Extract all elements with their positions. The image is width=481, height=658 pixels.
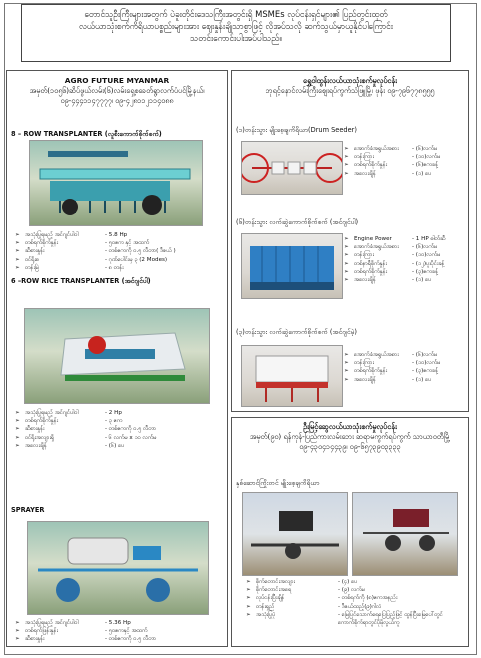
seeder-photo-2: [352, 492, 458, 576]
manual-transplanter-3-row-photo: [241, 345, 343, 407]
manual-transplanter-3-row-specs: ➢ အောက်ခံအရွယ်အစား - (၆)လက်မ ➢ တန်းကြား - (၁၀)လက်မ ➢ တစ်ရက်စိုက်နှုန်း - (၃)ဧကခန့် ➢ အလေးချိန် - (၁) ပေ: [344, 352, 441, 383]
sprayer-specs: ➢ အသုံးပြုရမည့် အင်ဂျင်ပါဝါ - 5.36 Hp ➢ တစ်ရက်ဖြန်းနှုန်း - ၅၀ဧကနှင့် အထက် ➢ ဆီစားနှုန်း - တစ်ဧကကို ၀.၅ လီတာ: [15, 620, 157, 643]
product-title: 8 – ROW TRANSPLANTER (လူစီးကောက်စိုက်စက်): [11, 130, 162, 138]
seeder-specs: ➢ စိုက်တောင်းအလျား - (၄) ပေ ➢ စိုက်တောင်းအရေ - (၉) လက်မ ➢ လုပ်ငန်းပြီးချိန် - တစ်ရက်ကို (၈)ဧကအနည်း ➢ တန်းရှည် - ဒီဇယ်ထည့်(၉)ဂါလံ ➢ အသုံးပြုပုံ - မြေပြင်သောက်ရေပြေပြည့်ဖြင့် ထွန်ပြီးမြေပေါ်တွင် ကောက်စိုက်ရာတွင်ပိုမိုလွယ်ကူ: [246, 579, 443, 627]
u-myint-swe-panel: [231, 417, 469, 647]
business-address: အမှတ်(၉၀) ရန်ကုန်-ပြည်ကားလမ်းဘေး ဆရာမကွက်ရပ်ကွက် သာယာဝတီမြို့: [249, 432, 451, 441]
engine-transplanter-6-row-photo: [241, 233, 343, 299]
company-address: အမှတ်(၁၀၅၆)ဆိပ်ဖွယ်လမ်း(၆)လမ်းရှေ့စခေတ်ရွာလက်ပံပင်မြို့နယ်၊: [29, 86, 205, 95]
rice-transplanter-6-row-photo: [24, 308, 210, 404]
sprayer-photo: [27, 521, 209, 615]
business-name: ဦးမြင့်ဆွေလယ်ယာသုံးစက်မှုလုပ်ငန်း: [303, 422, 397, 431]
seeder-photo-1: [242, 492, 348, 576]
drum-seeder-photo: [241, 141, 343, 195]
drum-seeder-specs: ➢ အောက်ခံအရွယ်အစား - (၆)လက်မ ➢ တန်းကြား - (၁၀)လက်မ ➢ တစ်ရက်စိုက်နှုန်း - (၆)ဧကခန့် ➢ အလေးချိန် - (၁) ပေ: [344, 146, 441, 177]
product-title: 6 –ROW RICE TRANSPLANTER (အင်ဂျင်ပါ): [11, 277, 151, 285]
product-title: (၃)တန်းသွား လက်ဆွဲကောက်စိုက်စက် (အင်ဂျင်မဲ့): [236, 328, 357, 336]
banner-line-3: သတင်းကောင်းပါးအပ်ပါသည်။: [190, 33, 282, 43]
company-name: AGRO FUTURE MYANMAR: [64, 76, 170, 85]
product-title: SPRAYER: [11, 506, 45, 514]
engine-transplanter-6-row-specs: ➢ Engine Power - 1 HP ဓါတ်ဆီ ➢ အောက်ခံအရွယ်အစား - (၆)လက်မ ➢ တန်းကြား - (၁၀)လက်မ ➢ တစ်နာရီစိုက်နှုန်း - (၁၂)ပူးပိုင်းခန့် ➢ တစ်ရက်စိုက်နှုန်း - (၃)ဧကခန့် ➢ အလေးချိန် - (၁) ပေ: [344, 236, 446, 284]
announcement-banner: [21, 4, 451, 62]
business-name: ရွှေဝါထွန်းလယ်ယာသုံးစက်မှုလုပ်ငန်း: [303, 76, 397, 85]
product-title: နှစ်ဆောင်ကြိုးတင် မျိုးစေ့ချကိရိယာ: [236, 479, 320, 487]
business-address: ဘုရင့်နောင်လမ်းကြီးဈေးရပ်ကွက်သံဖြူမြို့၊ ဖုန်း ၀၉-၇၉၆၇၇၈၅၅၅: [265, 86, 435, 95]
rice-transplanter-6-row-specs: ➢ အသုံးပြုရမည့် အင်ဂျင်ပါဝါ - 2 Hp ➢ တစ်ရက်စိုက်နှုန်း - ၃ ဧက ➢ ဆီစားနှုန်း - တစ်ဧကကို ၀.၅ လီတာ ➢ ဝင်ရိုးအလျားရှိ - ၆ လက်မ x ၁၀ လက်မ ➢ အလေးချိန် - (၆) ပေ: [15, 410, 157, 449]
business-phone: ၀၉-၄၃၀၄၁၄၄၃၉၊ ၀၉-၆၅၇၃၉၀၃၃၃၃: [299, 442, 401, 451]
agro-future-panel: [6, 70, 228, 647]
company-phone: ၀၉-၄၄၄၁၁၄၇၇၇၇၊ ၀၉-၄၂၈၁၁၂၁၁၄၀၈၈: [60, 96, 174, 105]
banner-line-1: တောင်သူဦးကြီးများအတွက် ပဲခူးတိုင်းဒေသကြီးအတွင်းရှိ MSMEs လုပ်ငန်းရှင်များ၏ ပြည်တွင်းထုတ်: [84, 9, 388, 19]
transplanter-8-row-specs: ➢ အသုံးပြုရမည့် အင်ဂျင်ပါဝါ - 5.8 Hp ➢ တစ်ရက်စိုက်နှုန်း - ၅၀ဧက နှင့် အထက် ➢ ဆီစားနှုန်း - တစ်ဧကကို ၀.၅ လီတာ( ဒီဇယ် ) ➢ ဝင်ရိုးစ - ဂုဏ်ပေါင်းမှ ၃ (2 Modes) ➢ တန်းမြဲ - ၈ တန်း: [15, 232, 176, 271]
transplanter-8-row-photo: [29, 140, 203, 226]
product-title: (၆)တန်းသွား လက်ဆွဲကောက်စိုက်စက် (အင်ဂျင်ပါ): [236, 218, 359, 226]
product-title: (၁)တန်းသွား မျိုးစေ့ချကိရိယာ(Drum Seeder): [236, 126, 357, 134]
shwe-wah-htun-panel: [231, 70, 469, 412]
banner-line-2: လယ်ယာသုံးစက်ကိရိယာပစ္စည်းများအား ဈေးနှုန်းချိုသာစွာဖြင့် လိုအပ်သလို ဆက်သွယ်မှာယူနိုင်ပါကြောင်း: [79, 21, 393, 31]
